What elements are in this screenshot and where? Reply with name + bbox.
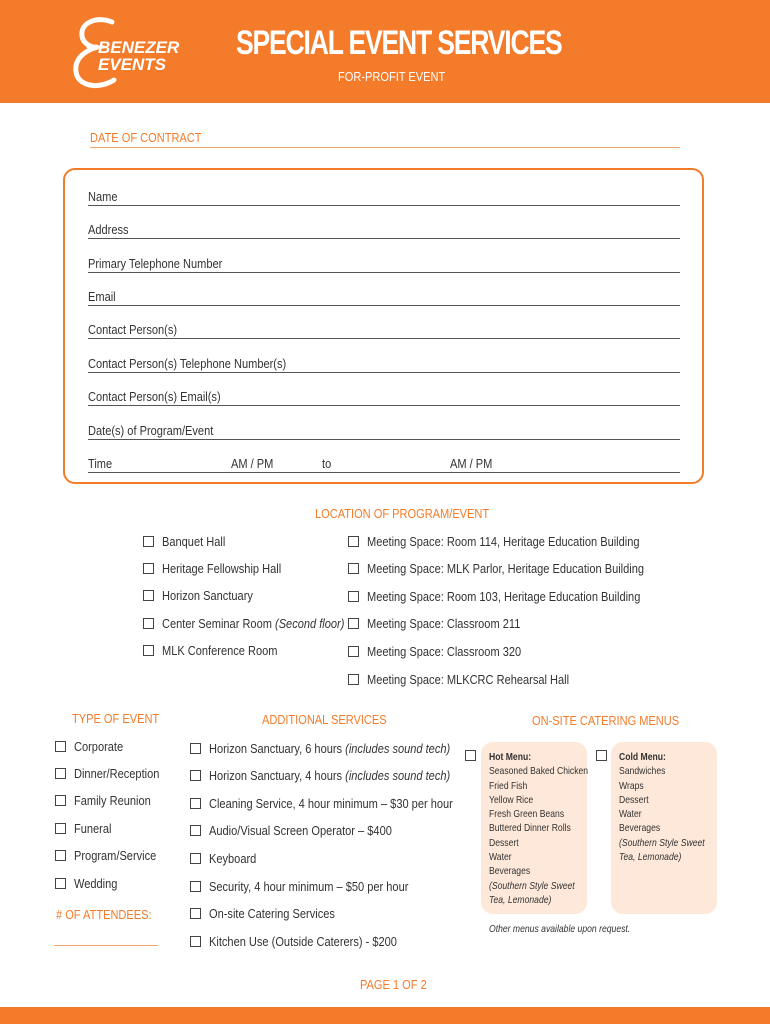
ebenezer-events-logo (68, 14, 208, 92)
checkbox[interactable] (348, 563, 359, 574)
menu-item: Water (619, 808, 642, 821)
menu-item: Yellow Rice (489, 793, 534, 806)
checkbox[interactable] (348, 646, 359, 657)
cold-menu-checkbox[interactable] (596, 750, 607, 761)
primary-phone-field[interactable] (88, 252, 680, 273)
location-label: Meeting Space: MLK Parlor, Heritage Education Building (367, 560, 645, 576)
checkbox[interactable] (143, 590, 154, 601)
contract-date-field[interactable] (90, 129, 680, 148)
email-field[interactable] (88, 285, 680, 306)
start-ampm-label: AM / PM (231, 456, 274, 471)
page-number: PAGE 1 OF 2 (360, 977, 427, 992)
page-subtitle: FOR-PROFIT EVENT (338, 69, 446, 84)
time-to-label: to (322, 456, 332, 471)
time-label: Time (88, 456, 113, 471)
menu-note: (Southern Style Sweet (489, 879, 575, 892)
menu-item: Dessert (619, 793, 649, 806)
contract-date-label: DATE OF CONTRACT (90, 130, 202, 145)
hot-menu-heading: Hot Menu: (489, 751, 532, 763)
checkbox[interactable] (190, 825, 201, 836)
service-label: Kitchen Use (Outside Caterers) - $200 (209, 933, 397, 949)
checkbox[interactable] (348, 591, 359, 602)
service-note: (includes sound tech) (345, 767, 451, 783)
address-label: Address (88, 222, 129, 237)
name-label: Name (88, 189, 118, 204)
checkbox[interactable] (348, 536, 359, 547)
contact-person-label: Contact Person(s) (88, 322, 178, 337)
location-label: Meeting Space: Room 103, Heritage Education Building (367, 588, 641, 604)
location-room-114[interactable] (348, 532, 688, 550)
menu-item: Sandwiches (619, 765, 666, 778)
email-label: Email (88, 289, 116, 304)
menu-note: Tea, Lemonade) (489, 893, 552, 906)
service-onsite-catering[interactable] (190, 904, 357, 922)
location-room-103[interactable] (348, 587, 689, 605)
checkbox[interactable] (55, 741, 66, 752)
location-mlkcrc-rehearsal-hall[interactable] (348, 670, 605, 688)
menu-note: (Southern Style Sweet (619, 836, 705, 849)
additional-services-title: ADDITIONAL SERVICES (262, 712, 387, 727)
catering-section-title: ON-SITE CATERING MENUS (532, 713, 680, 728)
name-field[interactable] (88, 185, 680, 206)
service-text: Horizon Sanctuary, 6 hours (209, 740, 346, 756)
menu-item: Beverages (619, 822, 661, 835)
event-type-program-service[interactable] (55, 846, 171, 864)
location-horizon-sanctuary[interactable] (143, 586, 269, 604)
menu-item: Buttered Dinner Rolls (489, 822, 571, 835)
service-security[interactable] (190, 877, 444, 895)
service-label: Security, 4 hour minimum – $50 per hour (209, 878, 409, 894)
checkbox[interactable] (143, 536, 154, 547)
menu-note: Tea, Lemonade) (619, 851, 682, 864)
service-label (209, 741, 450, 756)
service-label (209, 768, 450, 783)
primary-phone-label: Primary Telephone Number (88, 256, 223, 271)
checkbox[interactable] (190, 770, 201, 781)
service-horizon-6-hours[interactable] (190, 739, 493, 757)
service-cleaning[interactable] (190, 794, 496, 812)
event-type-corporate[interactable] (55, 737, 132, 755)
location-label: Heritage Fellowship Hall (162, 560, 282, 576)
location-classroom-320[interactable] (348, 642, 548, 660)
event-date-field[interactable] (88, 419, 680, 440)
contact-phone-label: Contact Person(s) Telephone Number(s) (88, 356, 287, 371)
service-note: (includes sound tech) (345, 740, 451, 756)
checkbox[interactable] (190, 798, 201, 809)
checkbox[interactable] (348, 674, 359, 685)
checkbox[interactable] (190, 936, 201, 947)
menu-item: Dessert (489, 836, 519, 849)
location-label (162, 616, 344, 631)
location-banquet-hall[interactable] (143, 532, 236, 550)
service-kitchen-use[interactable] (190, 932, 430, 950)
location-label: MLK Conference Room (162, 642, 278, 658)
cold-menu-heading: Cold Menu: (619, 751, 666, 763)
contact-email-field[interactable] (88, 385, 680, 406)
menu-item: Fried Fish (489, 779, 528, 792)
checkbox[interactable] (55, 850, 66, 861)
location-label: Banquet Hall (162, 533, 226, 549)
hot-menu-checkbox[interactable] (465, 750, 476, 761)
checkbox[interactable] (190, 881, 201, 892)
checkbox[interactable] (55, 795, 66, 806)
hot-menu-list (489, 750, 588, 907)
checkbox[interactable] (348, 618, 359, 629)
location-label: Meeting Space: Room 114, Heritage Education Building (367, 533, 640, 549)
event-type-label: Family Reunion (74, 792, 151, 808)
service-label: Cleaning Service, 4 hour minimum – $30 per hour (209, 795, 453, 811)
checkbox[interactable] (55, 768, 66, 779)
address-field[interactable] (88, 218, 680, 239)
checkbox[interactable] (190, 853, 201, 864)
logo-text-line1: BENEZER (98, 38, 180, 57)
service-horizon-4-hours[interactable] (190, 766, 493, 784)
event-type-wedding[interactable] (55, 874, 125, 892)
header-bar (0, 0, 770, 103)
checkbox[interactable] (143, 563, 154, 574)
service-label: On-site Catering Services (209, 905, 335, 921)
cold-menu-list (619, 750, 705, 864)
location-heritage-fellowship-hall[interactable] (143, 559, 302, 577)
attendees-field[interactable] (54, 945, 158, 946)
menu-item: Beverages (489, 865, 531, 878)
event-type-label: Wedding (74, 875, 118, 891)
end-ampm-label: AM / PM (450, 456, 493, 471)
event-type-label: Funeral (74, 820, 112, 836)
menu-item: Seasoned Baked Chicken (489, 765, 589, 778)
service-keyboard[interactable] (190, 849, 265, 867)
event-date-label: Date(s) of Program/Event (88, 423, 214, 438)
menu-item: Wraps (619, 779, 644, 792)
contact-info-box (63, 168, 704, 484)
event-type-section-title: TYPE OF EVENT (72, 711, 160, 726)
menu-item: Water (489, 851, 512, 864)
second-floor-note: (Second floor) (275, 615, 345, 631)
checkbox[interactable] (143, 645, 154, 656)
service-text: Horizon Sanctuary, 4 hours (209, 767, 346, 783)
page-title: SPECIAL EVENT SERVICES (236, 24, 562, 62)
location-center-seminar-room[interactable] (143, 614, 377, 632)
location-classroom-211[interactable] (348, 614, 547, 632)
checkbox[interactable] (55, 878, 66, 889)
event-type-label: Program/Service (74, 847, 157, 863)
location-label: Meeting Space: Classroom 320 (367, 643, 522, 659)
event-type-family-reunion[interactable] (55, 791, 164, 809)
attendees-label: # OF ATTENDEES: (56, 907, 152, 922)
service-av-operator[interactable] (190, 821, 424, 839)
checkbox[interactable] (190, 743, 201, 754)
footer-bar (0, 1007, 770, 1024)
event-type-dinner-reception[interactable] (55, 764, 174, 782)
time-field[interactable] (88, 452, 680, 473)
menu-item: Fresh Green Beans (489, 808, 565, 821)
center-seminar-label: Center Seminar Room (162, 615, 272, 631)
location-section-title: LOCATION OF PROGRAM/EVENT (315, 506, 490, 521)
location-mlk-parlor[interactable] (348, 559, 693, 577)
event-type-funeral[interactable] (55, 819, 118, 837)
checkbox[interactable] (190, 908, 201, 919)
logo-text-line2: EVENTS (98, 55, 167, 74)
checkbox[interactable] (143, 618, 154, 629)
service-label: Audio/Visual Screen Operator – $400 (209, 822, 392, 838)
location-label: Horizon Sanctuary (162, 587, 253, 603)
checkbox[interactable] (55, 823, 66, 834)
catering-footnote: Other menus available upon request. (489, 923, 631, 935)
event-type-label: Dinner/Reception (74, 765, 160, 781)
contact-phone-field[interactable] (88, 352, 680, 373)
contact-email-label: Contact Person(s) Email(s) (88, 389, 221, 404)
contact-person-field[interactable] (88, 318, 680, 339)
location-label: Meeting Space: MLKCRC Rehearsal Hall (367, 671, 570, 687)
location-label: Meeting Space: Classroom 211 (367, 615, 521, 631)
service-label: Keyboard (209, 850, 257, 866)
location-mlk-conference-room[interactable] (143, 641, 298, 659)
event-type-label: Corporate (74, 738, 124, 754)
